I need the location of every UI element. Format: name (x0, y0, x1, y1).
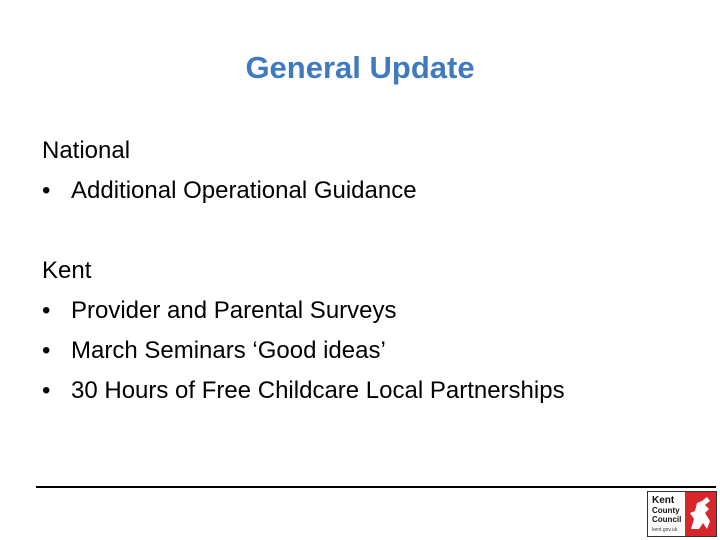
bullet-item (42, 291, 702, 331)
bullet-marker: • (42, 377, 51, 404)
bullet-text: Additional Operational Guidance (71, 177, 417, 204)
bullet-text: 30 Hours of Free Childcare Local Partnerships (71, 377, 565, 404)
logo-line4: kent.gov.uk (652, 527, 678, 533)
section-heading-national: National (42, 137, 131, 164)
logo-line3: Council (652, 515, 682, 524)
bullet-item (42, 171, 702, 211)
footer-divider (36, 486, 716, 488)
bullet-item (42, 331, 702, 371)
logo-line2: County (652, 506, 680, 515)
bullet-list-kent (42, 291, 702, 411)
bullet-text: March Seminars ‘Good ideas’ (71, 337, 386, 364)
kent-county-council-logo (647, 491, 717, 537)
slide-title: General Update (245, 50, 475, 85)
bullet-marker: • (42, 177, 51, 204)
section-national (42, 131, 702, 211)
section-kent (42, 251, 702, 411)
bullet-marker: • (42, 337, 51, 364)
bullet-item (42, 371, 702, 411)
slide-content (42, 131, 702, 411)
bullet-marker: • (42, 297, 51, 324)
bullet-list-national (42, 171, 702, 211)
section-heading-kent: Kent (42, 257, 92, 284)
logo-line1: Kent (652, 495, 675, 506)
bullet-text: Provider and Parental Surveys (71, 297, 397, 324)
